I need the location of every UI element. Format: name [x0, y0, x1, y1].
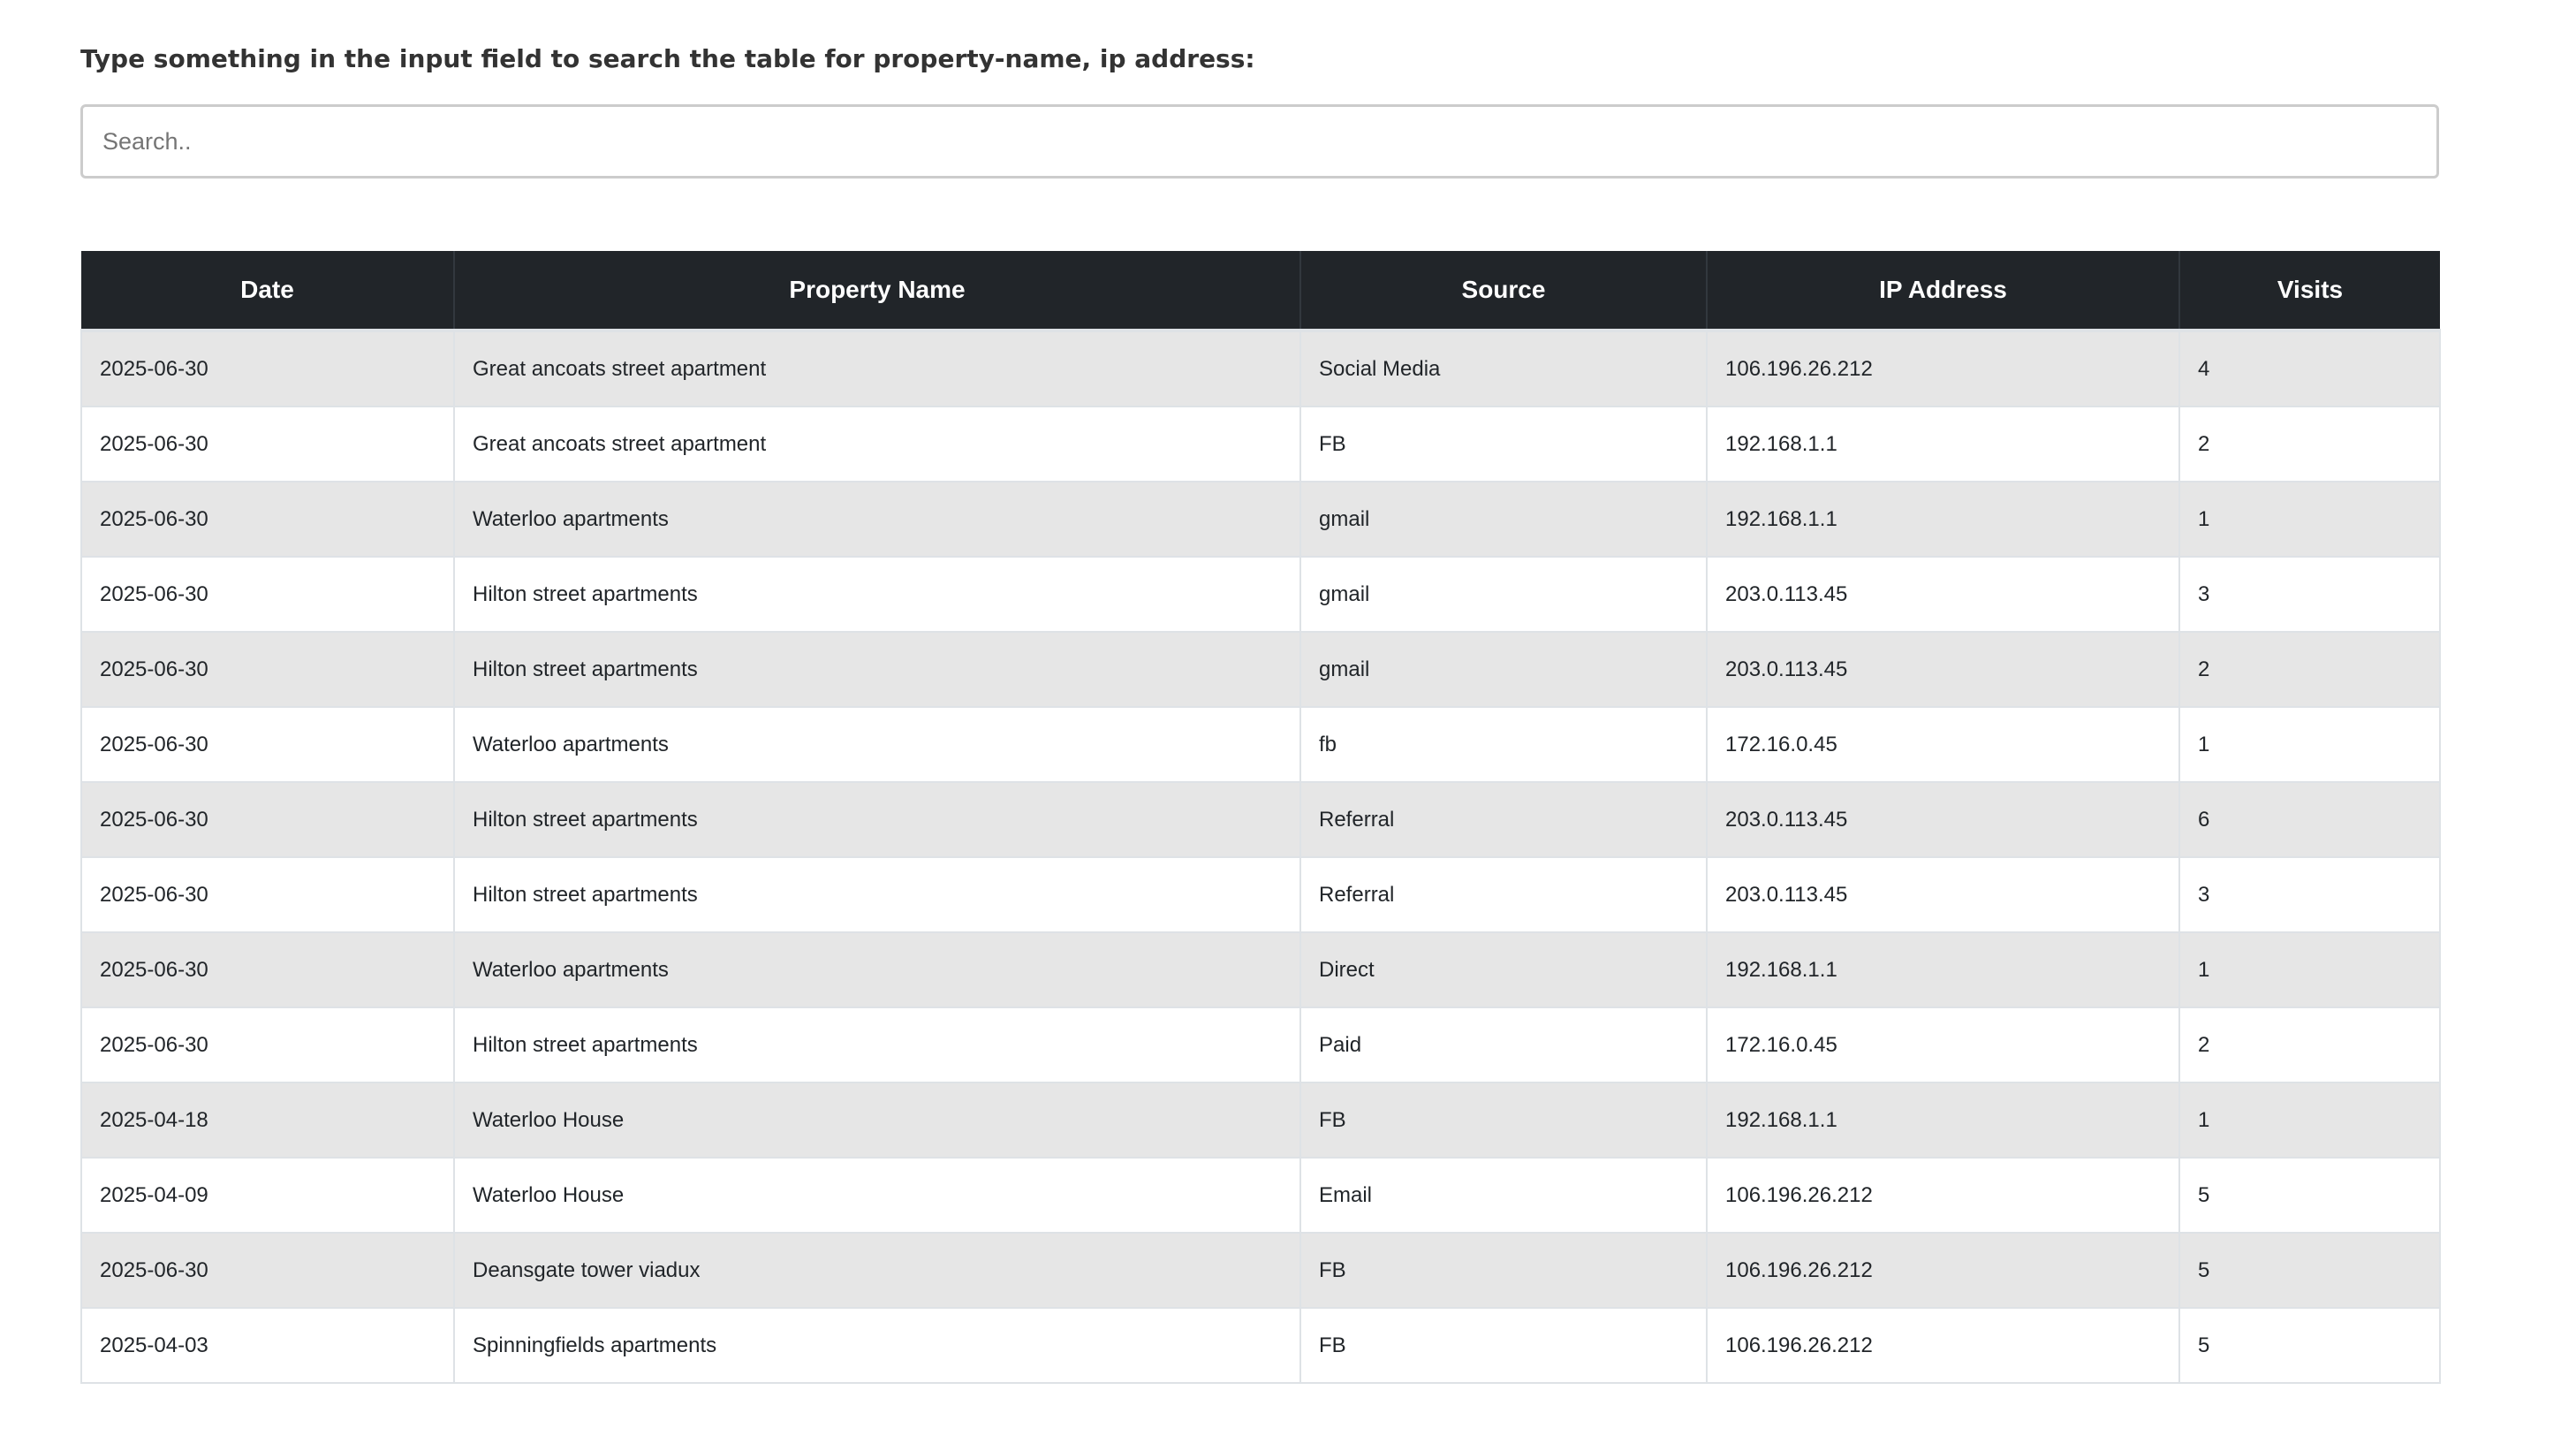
column-header-visits[interactable]: Visits: [2179, 251, 2440, 330]
column-header-property-name[interactable]: Property Name: [454, 251, 1300, 330]
column-header-ip-address[interactable]: IP Address: [1707, 251, 2179, 330]
visits-cell: 1: [2179, 482, 2440, 557]
table-row: [81, 557, 2440, 632]
property-name-cell: Waterloo apartments: [454, 482, 1300, 557]
ip-address-cell: 106.196.26.212: [1707, 1308, 2179, 1383]
table-row: [81, 1007, 2440, 1083]
source-cell: Email: [1300, 1158, 1707, 1233]
date-cell: 2025-06-30: [81, 330, 454, 406]
ip-address-cell: 203.0.113.45: [1707, 857, 2179, 932]
table-header: [81, 251, 2440, 330]
visits-cell: 4: [2179, 330, 2440, 406]
column-header-date[interactable]: Date: [81, 251, 454, 330]
property-name-cell: Hilton street apartments: [454, 557, 1300, 632]
date-cell: 2025-06-30: [81, 1233, 454, 1308]
data-table: [80, 251, 2441, 1384]
property-name-cell: Great ancoats street apartment: [454, 330, 1300, 406]
table-row: [81, 330, 2440, 406]
visits-cell: 5: [2179, 1233, 2440, 1308]
date-cell: 2025-06-30: [81, 632, 454, 707]
search-instructions: Type something in the input field to search the table for property-name, ip address:: [80, 44, 1255, 73]
source-cell: gmail: [1300, 482, 1707, 557]
visits-cell: 1: [2179, 1083, 2440, 1158]
source-cell: Social Media: [1300, 330, 1707, 406]
table-row: [81, 782, 2440, 857]
table-row: [81, 482, 2440, 557]
visits-cell: 1: [2179, 932, 2440, 1007]
date-cell: 2025-06-30: [81, 782, 454, 857]
ip-address-cell: 106.196.26.212: [1707, 1158, 2179, 1233]
search-box[interactable]: [80, 104, 2439, 179]
property-name-cell: Hilton street apartments: [454, 632, 1300, 707]
table-row: [81, 632, 2440, 707]
property-name-cell: Waterloo apartments: [454, 707, 1300, 782]
source-cell: Referral: [1300, 782, 1707, 857]
date-cell: 2025-06-30: [81, 557, 454, 632]
source-cell: Referral: [1300, 857, 1707, 932]
ip-address-cell: 203.0.113.45: [1707, 557, 2179, 632]
date-cell: 2025-04-18: [81, 1083, 454, 1158]
ip-address-cell: 172.16.0.45: [1707, 1007, 2179, 1083]
visits-cell: 2: [2179, 1007, 2440, 1083]
date-cell: 2025-06-30: [81, 857, 454, 932]
property-name-cell: Waterloo House: [454, 1083, 1300, 1158]
source-cell: FB: [1300, 1308, 1707, 1383]
ip-address-cell: 192.168.1.1: [1707, 482, 2179, 557]
table-row: [81, 1308, 2440, 1383]
visits-cell: 1: [2179, 707, 2440, 782]
source-cell: Paid: [1300, 1007, 1707, 1083]
table-row: [81, 707, 2440, 782]
property-name-cell: Great ancoats street apartment: [454, 406, 1300, 482]
property-name-cell: Hilton street apartments: [454, 782, 1300, 857]
visits-cell: 5: [2179, 1158, 2440, 1233]
property-name-cell: Hilton street apartments: [454, 857, 1300, 932]
source-cell: Direct: [1300, 932, 1707, 1007]
source-cell: fb: [1300, 707, 1707, 782]
ip-address-cell: 192.168.1.1: [1707, 406, 2179, 482]
date-cell: 2025-06-30: [81, 1007, 454, 1083]
property-name-cell: Deansgate tower viadux: [454, 1233, 1300, 1308]
visits-cell: 3: [2179, 857, 2440, 932]
visits-cell: 2: [2179, 406, 2440, 482]
table-row: [81, 857, 2440, 932]
source-cell: gmail: [1300, 632, 1707, 707]
date-cell: 2025-06-30: [81, 932, 454, 1007]
ip-address-cell: 106.196.26.212: [1707, 1233, 2179, 1308]
visits-cell: 2: [2179, 632, 2440, 707]
table-row: [81, 1083, 2440, 1158]
ip-address-cell: 203.0.113.45: [1707, 632, 2179, 707]
date-cell: 2025-04-03: [81, 1308, 454, 1383]
property-name-cell: Waterloo apartments: [454, 932, 1300, 1007]
date-cell: 2025-04-09: [81, 1158, 454, 1233]
column-header-source[interactable]: Source: [1300, 251, 1707, 330]
visits-cell: 6: [2179, 782, 2440, 857]
ip-address-cell: 192.168.1.1: [1707, 932, 2179, 1007]
property-name-cell: Spinningfields apartments: [454, 1308, 1300, 1383]
source-cell: FB: [1300, 1083, 1707, 1158]
date-cell: 2025-06-30: [81, 406, 454, 482]
property-name-cell: Hilton street apartments: [454, 1007, 1300, 1083]
ip-address-cell: 172.16.0.45: [1707, 707, 2179, 782]
ip-address-cell: 192.168.1.1: [1707, 1083, 2179, 1158]
source-cell: FB: [1300, 406, 1707, 482]
source-cell: FB: [1300, 1233, 1707, 1308]
property-name-cell: Waterloo House: [454, 1158, 1300, 1233]
table-row: [81, 932, 2440, 1007]
visits-cell: 3: [2179, 557, 2440, 632]
date-cell: 2025-06-30: [81, 482, 454, 557]
date-cell: 2025-06-30: [81, 707, 454, 782]
source-cell: gmail: [1300, 557, 1707, 632]
table-row: [81, 1158, 2440, 1233]
visits-cell: 5: [2179, 1308, 2440, 1383]
search-input[interactable]: [83, 107, 2436, 176]
table-row: [81, 1233, 2440, 1308]
table-body: [81, 330, 2440, 1383]
table-row: [81, 406, 2440, 482]
ip-address-cell: 106.196.26.212: [1707, 330, 2179, 406]
ip-address-cell: 203.0.113.45: [1707, 782, 2179, 857]
table-header-row: [81, 251, 2440, 330]
